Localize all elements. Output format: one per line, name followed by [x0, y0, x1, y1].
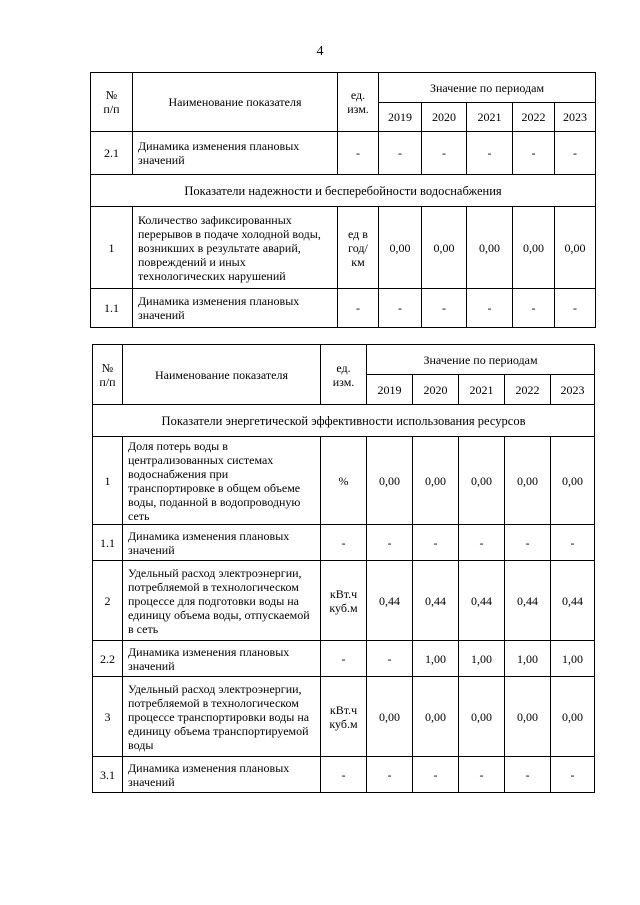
value-cell: 0,00 [551, 677, 595, 757]
table-row [93, 677, 595, 757]
value-cell: - [555, 289, 596, 328]
col-header-year: 2023 [555, 103, 596, 132]
col-header-year: 2019 [379, 103, 422, 132]
value-cell: 0,00 [379, 207, 422, 289]
table-row [91, 289, 596, 328]
table-row [93, 561, 595, 641]
indicators-table-energy-efficiency [92, 344, 595, 793]
unit-cell: - [338, 289, 379, 328]
col-header-name: Наименование показателя [133, 73, 338, 132]
indicator-name: Удельный расход электроэнергии, потребляемой в технологическом процессе транспортировки воды на единицу объема транспортируемой воды [123, 677, 321, 757]
unit-cell: - [321, 525, 367, 561]
col-header-year: 2021 [467, 103, 513, 132]
col-header-year: 2023 [551, 375, 595, 405]
value-cell: 0,00 [367, 437, 413, 525]
col-header-name: Наименование показателя [123, 345, 321, 405]
col-header-periods: Значение по периодам [367, 345, 595, 375]
indicator-name: Динамика изменения плановых значений [123, 757, 321, 793]
value-cell: - [367, 641, 413, 677]
col-header-year: 2021 [459, 375, 505, 405]
value-cell: 0,44 [505, 561, 551, 641]
unit-cell: - [321, 641, 367, 677]
value-cell: 0,00 [555, 207, 596, 289]
value-cell: 0,44 [551, 561, 595, 641]
table-row [93, 525, 595, 561]
header-row [93, 345, 595, 375]
value-cell: 0,44 [413, 561, 459, 641]
indicators-table-reliability [90, 72, 596, 328]
unit-cell: кВт.ч куб.м [321, 677, 367, 757]
value-cell: 1,00 [551, 641, 595, 677]
col-header-periods: Значение по периодам [379, 73, 596, 103]
indicator-name: Динамика изменения плановых значений [133, 132, 338, 175]
section-row [93, 405, 595, 437]
section-title: Показатели энергетической эффективности использования ресурсов [93, 405, 595, 437]
table-row [93, 757, 595, 793]
header-row [91, 73, 596, 103]
col-header-year: 2020 [422, 103, 467, 132]
col-header-num: № п/п [91, 73, 133, 132]
unit-cell: - [338, 132, 379, 175]
value-cell: 0,44 [459, 561, 505, 641]
section-row [91, 175, 596, 207]
value-cell: - [413, 525, 459, 561]
value-cell: - [505, 757, 551, 793]
value-cell: - [422, 132, 467, 175]
indicator-name: Доля потерь воды в централизованных системах водоснабжения при транспортировке в общем объеме воды, поданной в водопроводную сеть [123, 437, 321, 525]
unit-cell: ед в год/ км [338, 207, 379, 289]
value-cell: - [555, 132, 596, 175]
value-cell: 0,00 [367, 677, 413, 757]
indicator-name: Динамика изменения плановых значений [133, 289, 338, 328]
value-cell: 0,00 [459, 677, 505, 757]
value-cell: - [513, 289, 555, 328]
value-cell: 0,00 [459, 437, 505, 525]
col-header-unit: ед. изм. [321, 345, 367, 405]
value-cell: - [379, 289, 422, 328]
value-cell: - [467, 289, 513, 328]
value-cell: - [551, 757, 595, 793]
value-cell: - [551, 525, 595, 561]
row-number: 2.1 [91, 132, 133, 175]
value-cell: 0,44 [367, 561, 413, 641]
value-cell: 0,00 [413, 677, 459, 757]
value-cell: - [379, 132, 422, 175]
unit-cell: - [321, 757, 367, 793]
col-header-year: 2020 [413, 375, 459, 405]
indicator-name: Количество зафиксированных перерывов в подаче холодной воды, возникших в результате аварий, повреждений и иных технологических нарушений [133, 207, 338, 289]
value-cell: - [413, 757, 459, 793]
value-cell: 0,00 [513, 207, 555, 289]
row-number: 1 [93, 437, 123, 525]
row-number: 1 [91, 207, 133, 289]
row-number: 1.1 [93, 525, 123, 561]
value-cell: 0,00 [422, 207, 467, 289]
value-cell: 0,00 [505, 437, 551, 525]
col-header-year: 2022 [505, 375, 551, 405]
row-number: 3 [93, 677, 123, 757]
value-cell: - [422, 289, 467, 328]
value-cell: 1,00 [459, 641, 505, 677]
value-cell: - [505, 525, 551, 561]
row-number: 2.2 [93, 641, 123, 677]
value-cell: 1,00 [413, 641, 459, 677]
value-cell: 0,00 [413, 437, 459, 525]
table-row [91, 132, 596, 175]
value-cell: - [367, 525, 413, 561]
page-number: 4 [316, 44, 324, 59]
indicator-name: Динамика изменения плановых значений [123, 525, 321, 561]
value-cell: - [513, 132, 555, 175]
value-cell: 0,00 [551, 437, 595, 525]
value-cell: 0,00 [505, 677, 551, 757]
unit-cell: кВт.ч куб.м [321, 561, 367, 641]
indicator-name: Удельный расход электроэнергии, потребляемой в технологическом процессе для подготовки воды на единицу объема воды, отпускаемой в сеть [123, 561, 321, 641]
table-row [93, 437, 595, 525]
col-header-year: 2019 [367, 375, 413, 405]
table-row [91, 207, 596, 289]
col-header-unit: ед. изм. [338, 73, 379, 132]
section-title: Показатели надежности и бесперебойности водоснабжения [91, 175, 596, 207]
value-cell: - [459, 757, 505, 793]
value-cell: 1,00 [505, 641, 551, 677]
unit-cell: % [321, 437, 367, 525]
value-cell: - [467, 132, 513, 175]
row-number: 2 [93, 561, 123, 641]
value-cell: - [367, 757, 413, 793]
col-header-num: № п/п [93, 345, 123, 405]
row-number: 3.1 [93, 757, 123, 793]
indicator-name: Динамика изменения плановых значений [123, 641, 321, 677]
value-cell: - [459, 525, 505, 561]
value-cell: 0,00 [467, 207, 513, 289]
col-header-year: 2022 [513, 103, 555, 132]
table-row [93, 641, 595, 677]
row-number: 1.1 [91, 289, 133, 328]
